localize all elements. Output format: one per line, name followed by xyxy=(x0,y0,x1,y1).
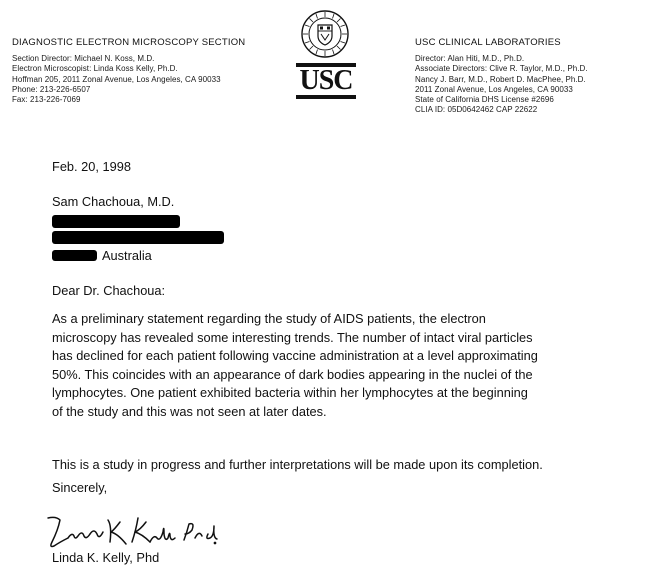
letterhead-right-line: Director: Alan Hiti, M.D., Ph.D. xyxy=(415,54,525,64)
letterhead-right-line: 2011 Zonal Avenue, Los Angeles, CA 90033 xyxy=(415,84,573,94)
letterhead-left-line: Electron Microscopist: Linda Koss Kelly, Ph.D. xyxy=(12,64,178,74)
letterhead-left-line: Fax: 213-226-7069 xyxy=(12,95,81,105)
letterhead-left-line: Hoffman 205, 2011 Zonal Avenue, Los Angeles, CA 90033 xyxy=(12,74,221,84)
letterhead-left-line: Section Director: Michael N. Koss, M.D. xyxy=(12,54,155,64)
paragraph-line: lymphocytes. One patient exhibited bacteria within her lymphocytes at the beginning xyxy=(52,385,528,400)
greeting: Dear Dr. Chachoua: xyxy=(52,283,166,298)
redaction-bar xyxy=(52,231,224,244)
closing: Sincerely, xyxy=(52,480,108,495)
redaction-bar xyxy=(52,215,180,228)
letterhead-left xyxy=(12,38,262,105)
letterhead-right-line: State of California DHS License #2696 xyxy=(415,95,554,105)
paragraph-line: As a preliminary statement regarding the study of AIDS patients, the electron xyxy=(52,311,486,326)
paragraph-line: has declined for each patient following vaccine administration at a level approximating xyxy=(52,348,538,363)
letterhead-right-line: Associate Directors: Clive R. Taylor, M.D., Ph.D. xyxy=(415,64,588,74)
paragraph-line: 50%. This coincides with an appearance of dark bodies appearing in the nuclei of the xyxy=(52,366,533,382)
paragraph-line: of the study and this was not seen at later dates. xyxy=(52,403,327,419)
letterhead-right xyxy=(415,38,645,115)
letterhead-right-line: Nancy J. Barr, M.D., Robert D. MacPhee, Ph.D. xyxy=(415,74,586,84)
handwritten-signature xyxy=(42,512,227,554)
usc-logo: USC xyxy=(296,63,356,99)
recipient-name: Sam Chachoua, M.D. xyxy=(52,194,175,209)
letterhead-left-line: Phone: 213-226-6507 xyxy=(12,84,91,94)
recipient-block xyxy=(52,193,352,265)
paragraph-progress: This is a study in progress and further interpretations will be made upon its completion. xyxy=(52,457,543,472)
section-title: DIAGNOSTIC ELECTRON MICROSCOPY SECTION xyxy=(12,37,246,48)
recipient-country-line xyxy=(52,247,352,266)
paragraph-findings xyxy=(52,310,632,421)
signer-name: Linda K. Kelly, Phd xyxy=(52,550,160,565)
redaction-bar xyxy=(52,250,97,261)
letter-date: Feb. 20, 1998 xyxy=(52,159,131,174)
paragraph-line: microscopy has revealed some interesting trends. The number of intact viral particles xyxy=(52,329,533,345)
letterhead-right-line: CLIA ID: 05D0642462 CAP 22622 xyxy=(415,105,538,115)
university-seal-icon xyxy=(301,10,349,58)
recipient-country: Australia xyxy=(102,247,152,263)
lab-title: USC CLINICAL LABORATORIES xyxy=(415,37,561,48)
